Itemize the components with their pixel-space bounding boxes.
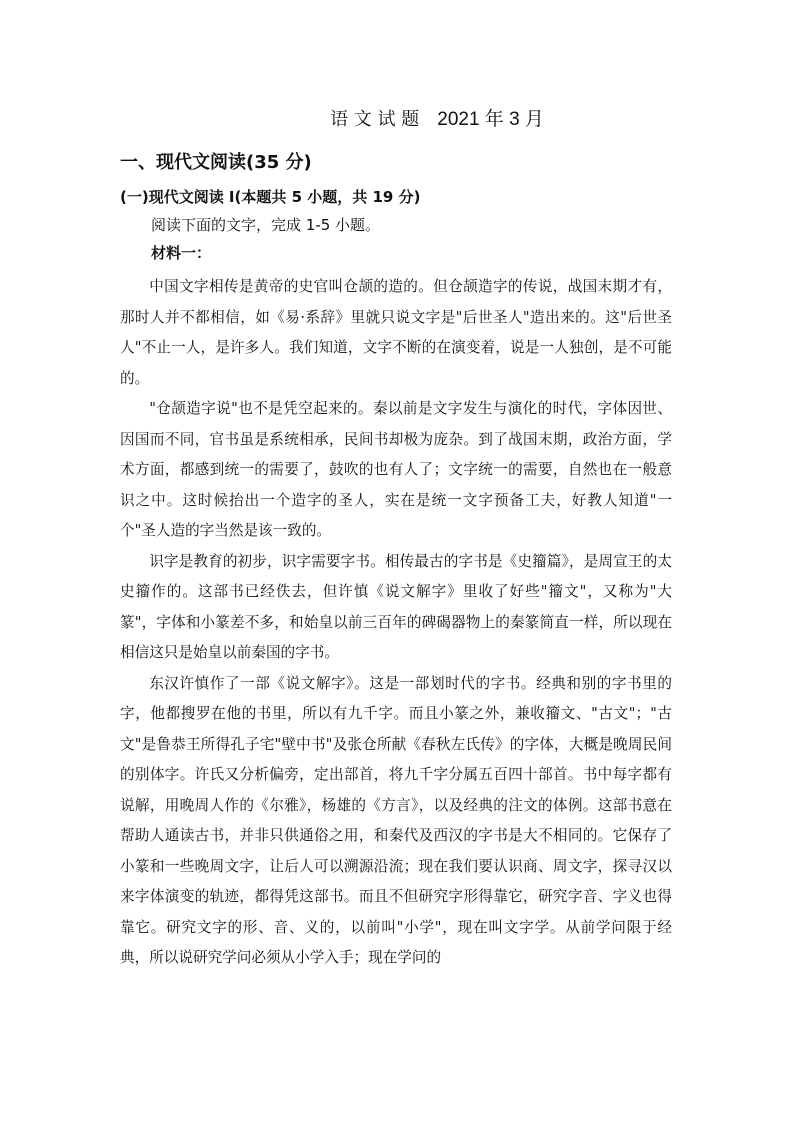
reading-instruction: 阅读下面的文字，完成 1-5 小题。 (151, 216, 381, 234)
exam-title: 语 文 试 题 (330, 109, 420, 130)
passage-body (120, 272, 672, 974)
paragraph: 中国文字相传是黄帝的史官叫仓颉的造的。但仓颉造字的传说，战国末期才有，那时人并不都相信，如《易·系辞》里就只说文字是"后世圣人"造出来的。这"后世圣人"不止一人，是许多人。我们知道，文字不断的在演变着，说是一人独创，是不可能的。 (120, 278, 672, 387)
page-title (0, 104, 794, 131)
subsection-heading: (一)现代文阅读 I(本题共 5 小题，共 19 分) (120, 188, 421, 206)
material-label: 材料一： (151, 244, 212, 262)
exam-date: 2021 年 3 月 (437, 109, 544, 130)
paragraph: 识字是教育的初步，识字需要字书。相传最古的字书是《史籀篇》，是周宣王的太史籀作的。这部书已经佚去，但许慎《说文解字》里收了好些"籀文"，又称为"大篆"，字体和小篆差不多，和始皇以前三百年的碑碣器物上的秦篆简直一样，所以现在相信这只是始皇以前秦国的字书。 (120, 552, 672, 661)
section-heading: 一、现代文阅读(35 分) (120, 152, 312, 173)
paragraph: 东汉许慎作了一部《说文解字》。这是一部划时代的字书。经典和别的字书里的字，他都搜罗在他的书里，所以有九千字。而且小篆之外，兼收籀文、"古文"；"古文"是鲁恭王所得孔子宅"壁中书"及张仓所献《春秋左氏传》的字体，大概是晚周民间的别体字。许氏又分析偏旁，定出部首，将九千字分属五百四十部首。书中每字都有说解，用晚周人作的《尔雅》，杨雄的《方言》，以及经典的注文的体例。这部书意在帮助人通读古书，并非只供通俗之用，和秦代及西汉的字书是大不相同的。它保存了小篆和一些晚周文字，让后人可以溯源沿流；现在我们要认识商、周文字，探寻汉以来字体演变的轨迹，都得凭这部书。而且不但研究字形得靠它，研究字音、字义也得靠它。研究文字的形、音、义的，以前叫"小学"，现在叫文字学。从前学问限于经典，所以说研究学问必须从小学入手；现在学问的 (120, 674, 672, 966)
paragraph: "仓颉造字说"也不是凭空起来的。秦以前是文字发生与演化的时代，字体因世、因国而不同，官书虽是系统相承，民间书却极为庞杂。到了战国末期，政治方面，学术方面，都感到统一的需要了，鼓吹的也有人了；文字统一的需要，自然也在一般意识之中。这时候抬出一个造字的圣人，实在是统一文字预备工夫，好教人知道"一个"圣人造的字当然是该一致的。 (120, 400, 672, 539)
